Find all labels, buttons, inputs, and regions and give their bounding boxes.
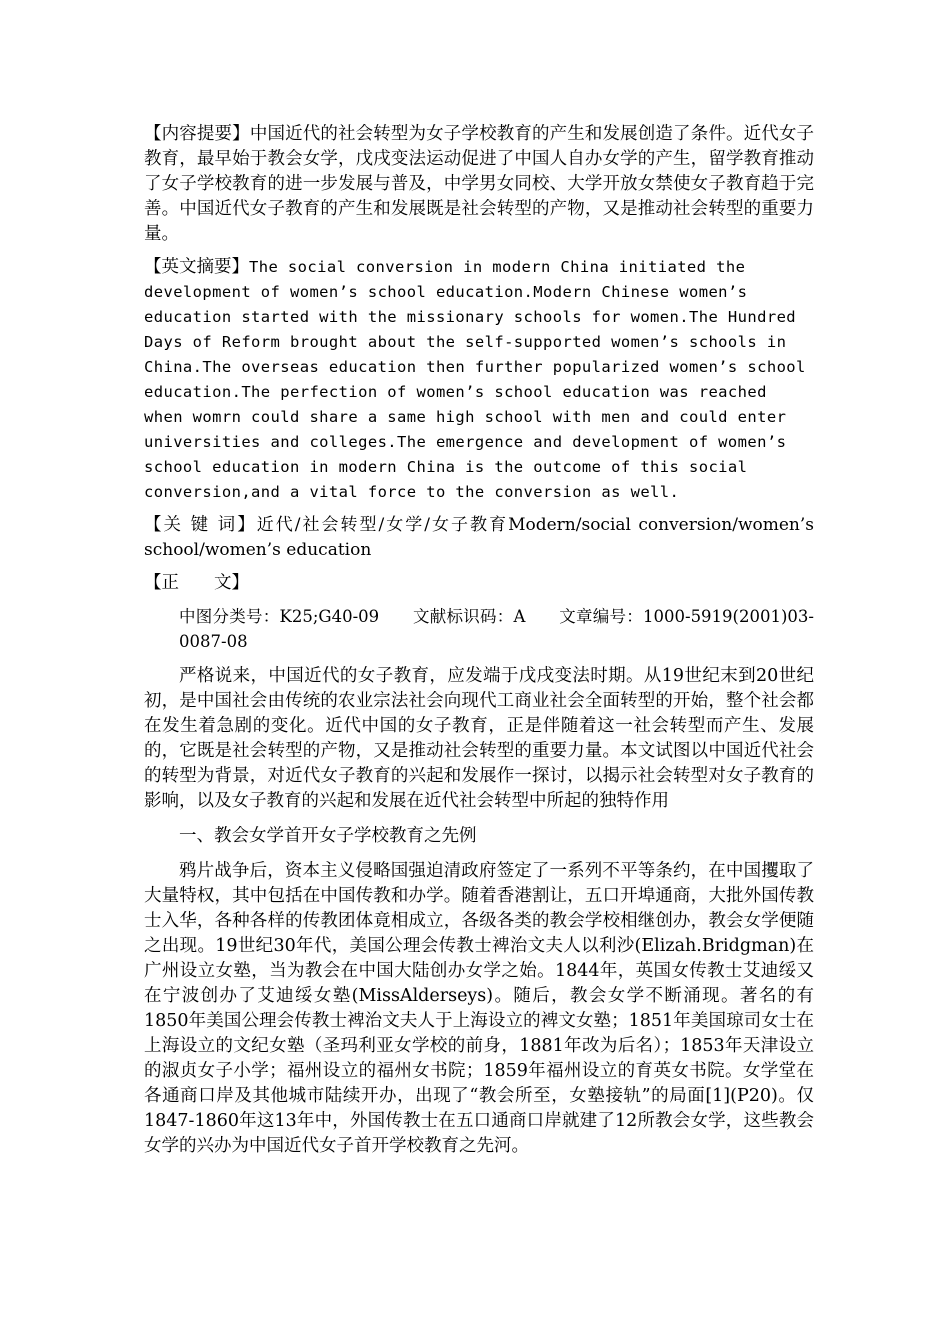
section-body-paragraph: 鸦片战争后，资本主义侵略国强迫清政府签定了一系列不平等条约，在中国攫取了大量特权，其中包括在中国传教和办学。随着香港割让，五口开埠通商，大批外国传教士入华，各种各样的传教团体竟相成立，各级各类的教会学校相继创办，教会女学便随之出现。19世纪30年代，美国公理会传教士裨治文夫人以利沙(Elizah.Bridgman)在广州设立女塾，当为教会在中国大陆创办女学之始。1844年，英国女传教士艾迪绥又在宁波创办了艾迪绥女塾(MissAlderseys)。随后，教会女学不断涌现。著名的有1850年美国公理会传教士裨治文夫人于上海设立的裨文女塾；1851年美国琼司女士在上海设立的文纪女塾（圣玛利亚女学校的前身，1881年改为后名）；1853年天津设立的淑贞女子小学；福州设立的福州女书院；1859年福州设立的育英女书院。女学堂在各通商口岸及其他城市陆续开办，出现了“教会所至，女塾接轨”的局面[1](P20)。仅1847-1860年这13年中，外国传教士在五口通商口岸就建了12所教会女学，这些教会女学的兴办为中国近代女子首开学校教育之先河。 bbox=[144, 861, 814, 1156]
section-heading: 一、教会女学首开女子学校教育之先例 bbox=[179, 826, 477, 846]
keywords-label: 【关 键 词】 bbox=[144, 515, 257, 535]
abstract-label: 【内容提要】 bbox=[144, 124, 250, 144]
abstract-text: 中国近代的社会转型为女子学校教育的产生和发展创造了条件。近代女子教育，最早始于教会女学，戊戌变法运动促进了中国人自办女学的产生，留学教育推动了女子学校教育的进一步发展与普及，中学男女同校、大学开放女禁使女子教育趋于完善。中国近代女子教育的产生和发展既是社会转型的产物，又是推动社会转型的重要力量。 bbox=[144, 124, 814, 244]
english-abstract-label: 【英文摘要】 bbox=[144, 257, 249, 277]
keywords-text: 近代/社会转型/女学/女子教育Modern/social conversion/women’s school/women’s education bbox=[144, 515, 814, 560]
intro-paragraph: 严格说来，中国近代的女子教育，应发端于戊戌变法时期。从19世纪末到20世纪初，是中国社会由传统的农业宗法社会向现代工商业社会全面转型的开始，整个社会都在发生着急剧的变化。近代中国的女子教育，正是伴随着这一社会转型而产生、发展的，它既是社会转型的产物，又是推动社会转型的重要力量。本文试图以中国近代社会的转型为背景，对近代女子教育的兴起和发展作一探讨，以揭示社会转型对女子教育的影响，以及女子教育的兴起和发展在近代社会转型中所起的独特作用 bbox=[144, 666, 814, 811]
classification-line: 中图分类号：K25;G40-09 文献标识码：A 文章编号：1000-5919(2001)03-0087-08 bbox=[179, 607, 814, 651]
body-label: 【正 文】 bbox=[144, 573, 249, 593]
keywords-paragraph bbox=[144, 513, 814, 563]
english-abstract-text: The social conversion in modern China initiated the development of women’s school education.Modern Chinese women’s education started with the missionary schools for women.The Hundred Days of Reform brought about the self-supported women’s schools in China.The overseas education then further popularized women’s school education.The perfection of women’s school education was reached when womrn could share a same high school with men and could enter universities and colleges.The emergence and development of women’s school education in modern China is the outcome of this social conversion,and a vital force to the conversion as well. bbox=[144, 258, 806, 501]
english-abstract-paragraph bbox=[144, 255, 814, 505]
document-page bbox=[144, 122, 814, 1159]
abstract-paragraph bbox=[144, 122, 814, 247]
